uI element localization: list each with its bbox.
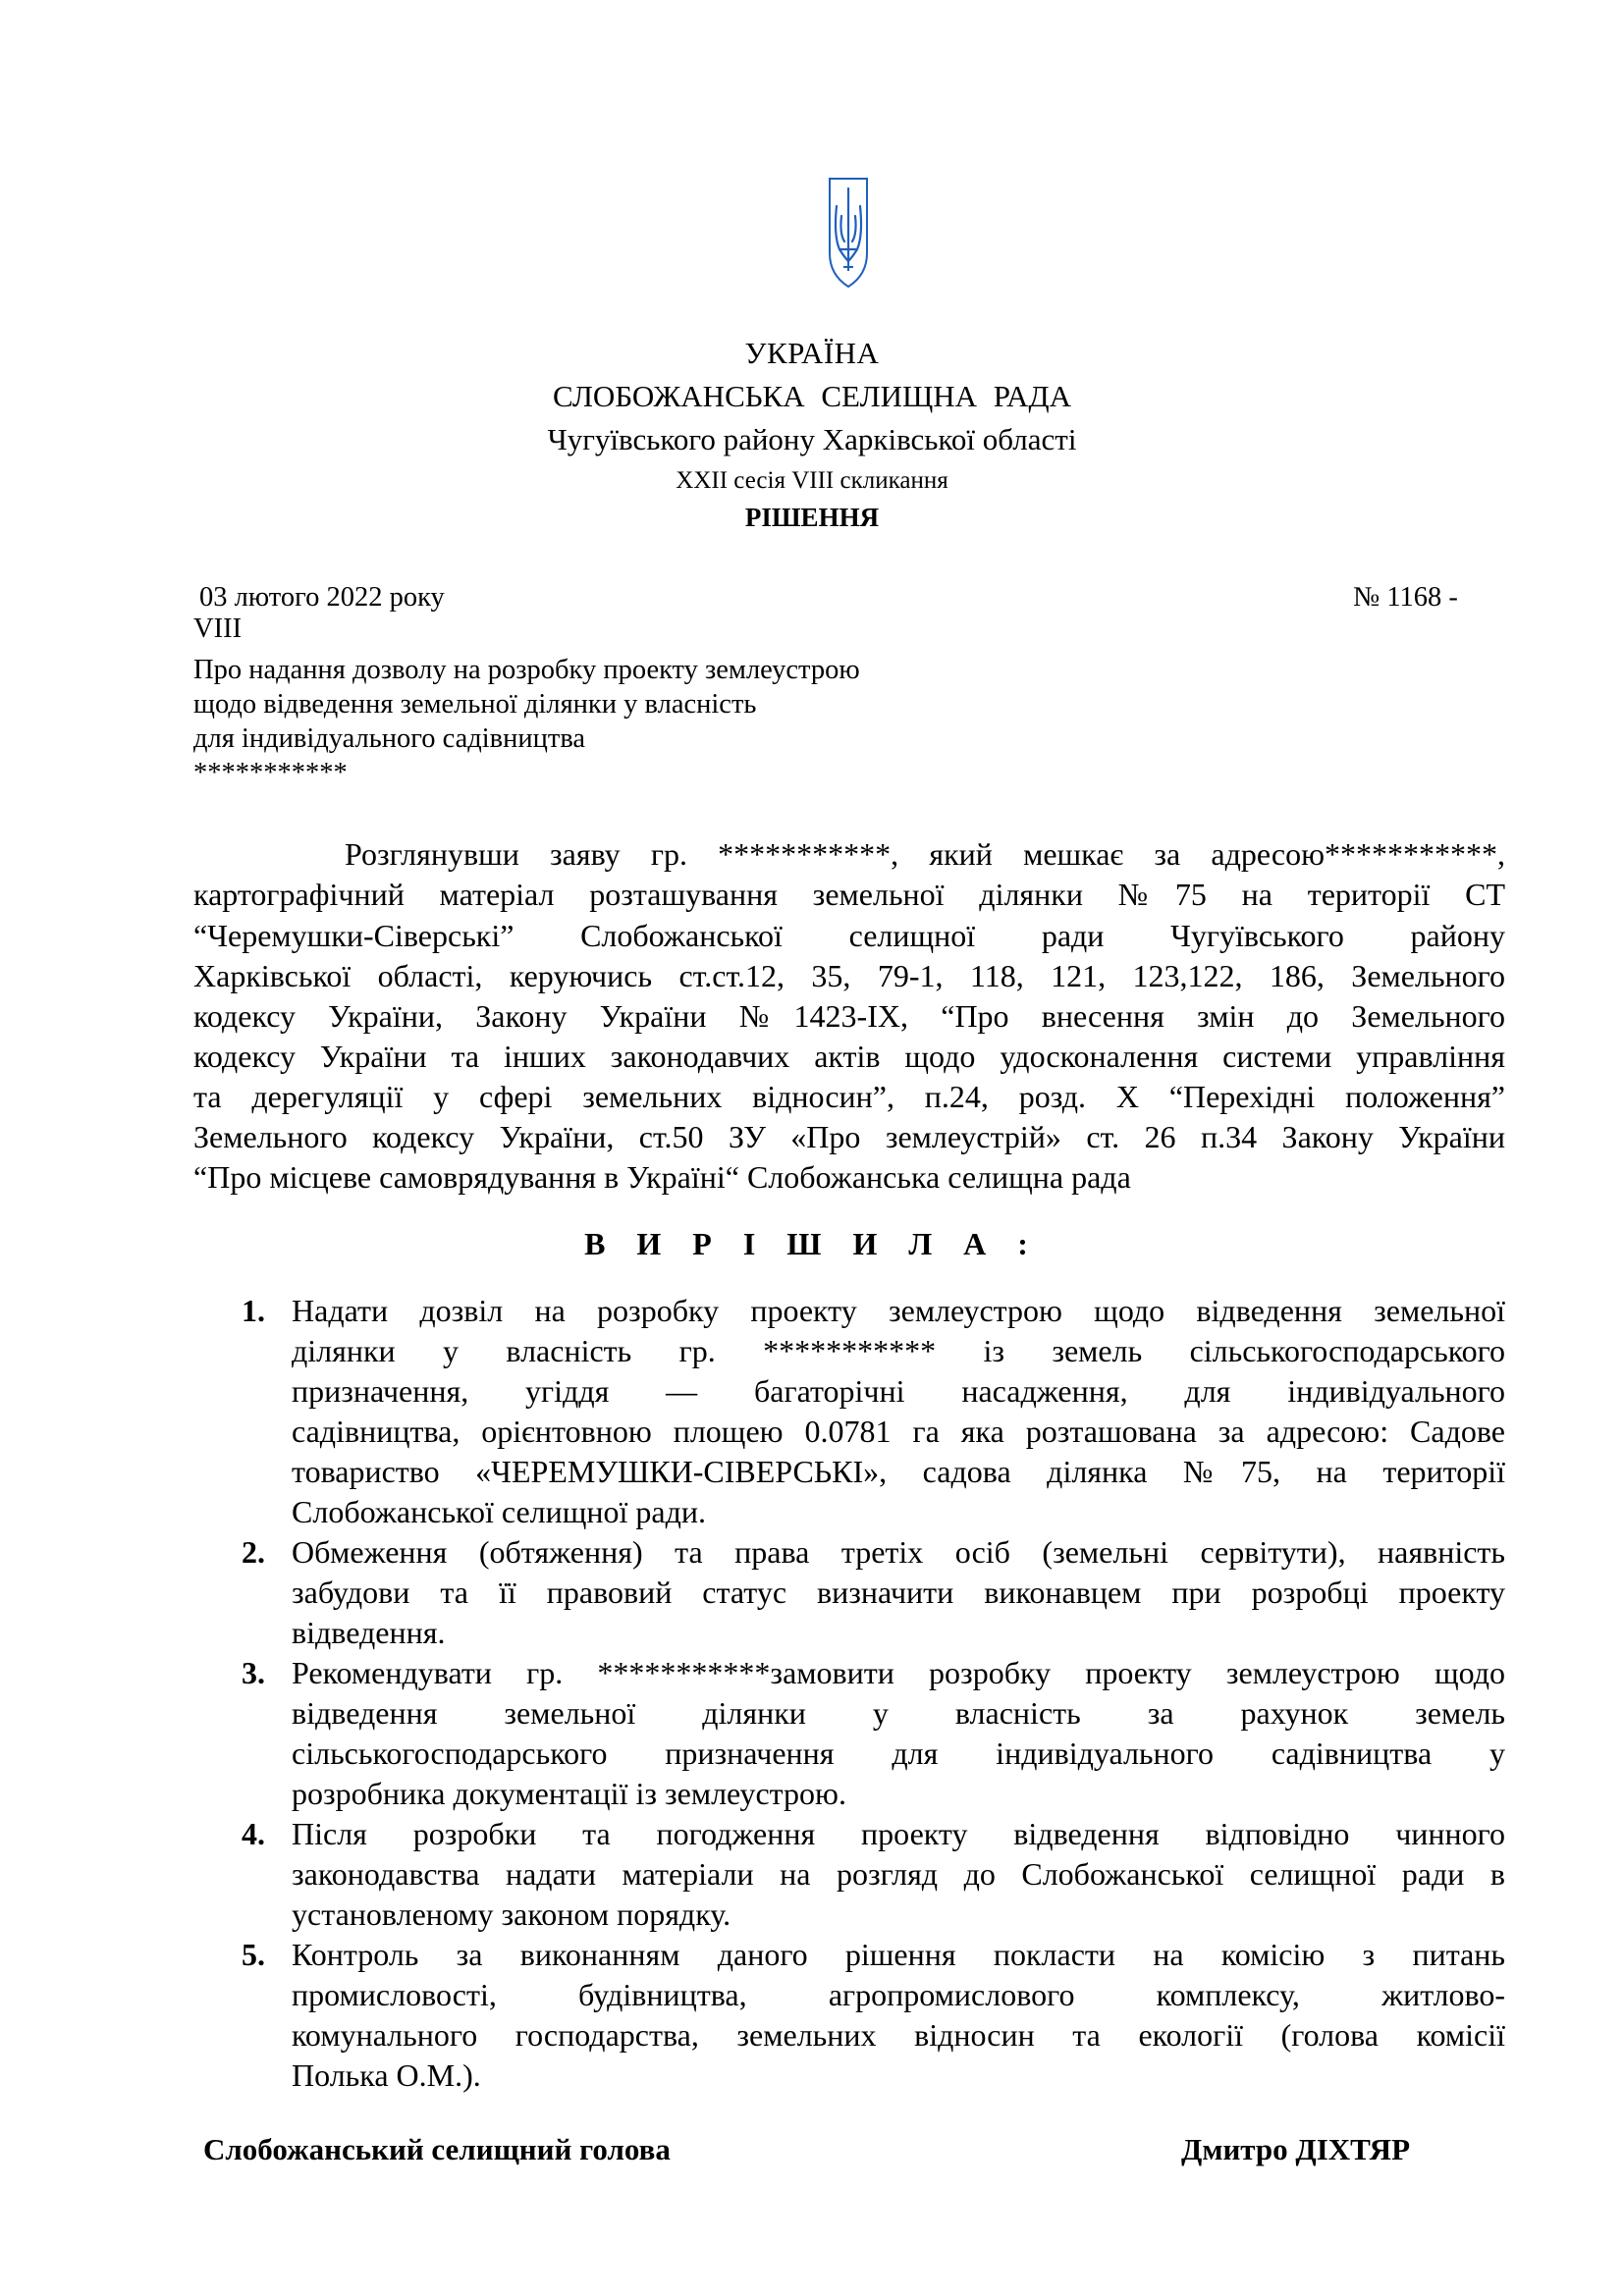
- item-line: Надати дозвіл на розробку проекту землеустрою щодо відведення земельної: [292, 1293, 1505, 1328]
- decision-date: 03 лютого 2022 року: [199, 582, 445, 613]
- item-line: забудови та її правовий статус визначити виконавцем при розробці проекту: [292, 1575, 1505, 1610]
- decision-subject: [193, 653, 860, 790]
- item-number: 1.: [242, 1293, 265, 1328]
- preamble-line: та дерегуляції у сфері земельних відносин”, п.24, розд. Х “Перехідні положення”: [193, 1079, 1505, 1114]
- item-line: комунального господарства, земельних відносин та екології (голова комісії: [292, 2017, 1505, 2053]
- signature-title: Слобожанський селищний голова: [203, 2132, 671, 2166]
- preamble-line: кодексу України, Закону України №1423-IX, “Про внесення змін до Земельного: [193, 998, 1505, 1034]
- item-number: 4.: [242, 1816, 265, 1851]
- decision-heading: РІШЕННЯ: [744, 503, 880, 532]
- preamble-line: картографічний матеріал розташування земельної ділянки №75 на території СТ: [193, 877, 1505, 912]
- item-line: Обмеження (обтяження) та права третіх осіб (земельні сервітути), наявність: [292, 1534, 1505, 1570]
- country-heading: УКРАЇНА: [744, 336, 880, 370]
- item-number: 2.: [242, 1534, 265, 1570]
- item-line: відведення земельної ділянки у власність за рахунок земель: [292, 1695, 1505, 1731]
- item-line: Полька О.М.).: [292, 2057, 481, 2093]
- subject-line: ***********: [193, 758, 348, 788]
- item-line: призначення, угіддя — багаторічні насадження, для індивідуального: [292, 1373, 1505, 1409]
- subject-line: для індивідуального садівництва: [193, 723, 586, 754]
- trident-emblem-icon: [828, 177, 869, 289]
- item-number: 3.: [242, 1655, 265, 1690]
- item-line: Рекомендувати гр. ***********замовити розробку проекту землеустрою щодо: [292, 1655, 1505, 1690]
- preamble-line: “Черемушки-Сіверські” Слобожанської селищної ради Чугуївського району: [193, 918, 1505, 953]
- item-line: відведення.: [292, 1615, 446, 1650]
- subject-line: щодо відведення земельної ділянки у власність: [193, 689, 757, 720]
- item-line: законодавства надати матеріали на розгляд до Слобожанської селищної ради в: [292, 1856, 1505, 1892]
- signature-name: Дмитро ДІХТЯР: [1181, 2132, 1410, 2166]
- item-line: установленому законом порядку.: [292, 1896, 731, 1932]
- item-line: Контроль за виконанням даного рішення покласти на комісію з питань: [292, 1937, 1505, 1972]
- item-number: 5.: [242, 1937, 265, 1972]
- preamble-line: Розглянувши заяву гр. ***********, який мешкає за адресою***********,: [345, 836, 1505, 872]
- preamble-line: кодексу України та інших законодавчих актів щодо удосконалення системи управління: [193, 1039, 1505, 1074]
- subject-line: Про надання дозволу на розробку проекту землеустрою: [193, 655, 860, 685]
- resolved-heading: В И Р І Ш И Л А :: [584, 1226, 1040, 1261]
- item-line: промисловості, будівництва, агропромислового комплексу, житлово-: [292, 1977, 1505, 2012]
- preamble-line: “Про місцеве самоврядування в Україні“ Слобожанська селищна рада: [193, 1159, 1131, 1195]
- item-line: Після розробки та погодження проекту відведення відповідно чинного: [292, 1816, 1505, 1851]
- preamble-line: Харківської області, керуючись ст.ст.12, 35, 79-1, 118, 121, 123,122, 186, Земельного: [193, 958, 1505, 993]
- preamble-line: Земельного кодексу України, ст.50 ЗУ «Про землеустрій» ст. 26 п.34 Закону України: [193, 1119, 1505, 1154]
- item-line: розробника документації із землеустрою.: [292, 1776, 846, 1811]
- council-heading: СЛОБОЖАНСЬКА СЕЛИЩНА РАДА: [553, 379, 1071, 413]
- decision-number-suffix: VIII: [193, 614, 243, 644]
- session-heading: XXII сесія VIII скликання: [676, 467, 948, 494]
- item-line: ділянки у власність гр. *********** із земель сільськогосподарського: [292, 1333, 1505, 1368]
- district-heading: Чугуївського району Харківської області: [547, 422, 1077, 456]
- item-line: Слобожанської селищної ради.: [292, 1494, 706, 1529]
- item-line: садівництва, орієнтовною площею 0.0781 га яка розташована за адресою: Садове: [292, 1414, 1505, 1449]
- item-line: товариство «ЧЕРЕМУШКИ-СІВЕРСЬКІ», садова ділянка №75, на території: [292, 1454, 1505, 1489]
- decision-number: № 1168 -: [1353, 582, 1458, 613]
- item-line: сільськогосподарського призначення для індивідуального садівництва у: [292, 1735, 1505, 1771]
